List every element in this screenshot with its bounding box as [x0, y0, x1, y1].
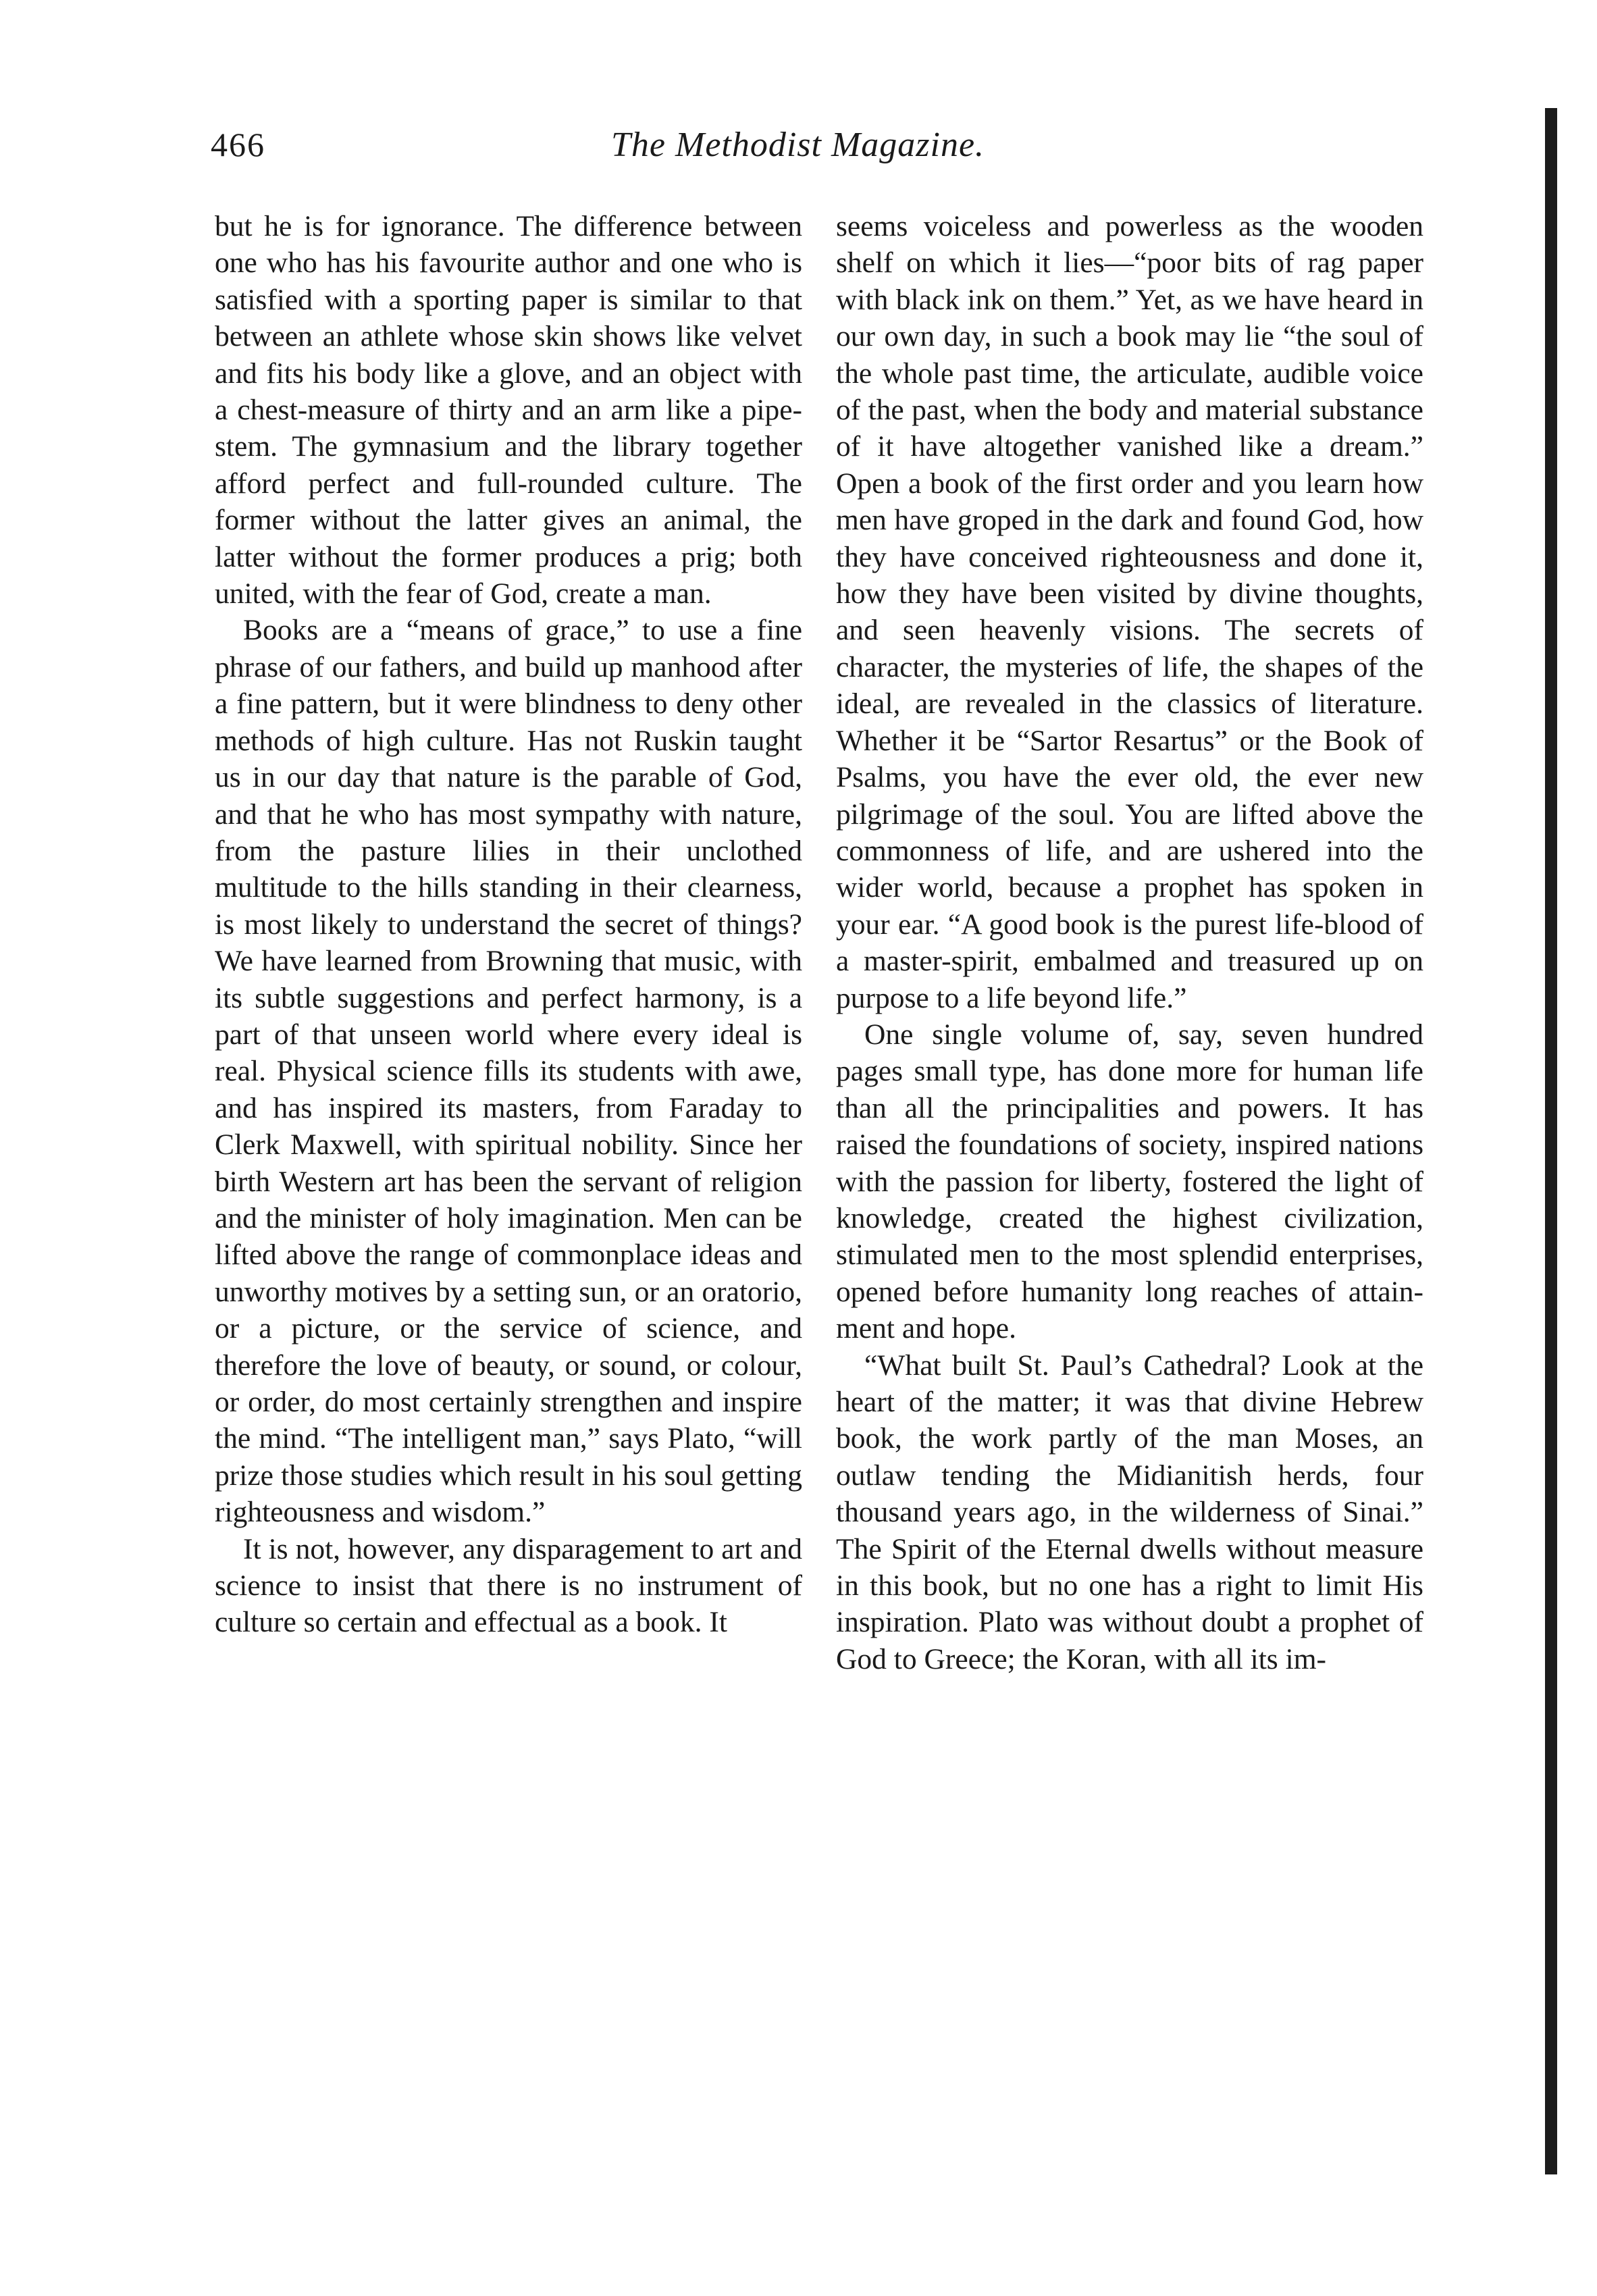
paragraph: One single volume of, say, seven hundred pages small type, has done more for human life than all the principalities and powers. It has raised the foundations of society, inspired nations with the passion for liberty, fostered the light of knowledge, created the highest civilization, stimulated men to the most splendid enterprises, opened before humanity long reaches of attainment and hope.	[836, 1018, 1423, 1345]
running-title: The Methodist Magazine.	[611, 126, 985, 164]
paragraph: “What built St. Paul’s Cathedral? Look at the heart of the matter; it was that divine Hebrew book, the work partly of the man Moses, an outlaw tending the Midianitish herds, four thousand years ago, in the wilderness of Sinai.” The Spirit of the Eternal dwells without measure in this book, but no one has a right to limit His inspiration. Plato was without doubt a prophet of God to Greece; the Koran, with all its im-	[836, 1349, 1423, 1675]
page-number: 466	[211, 126, 265, 163]
page-header	[0, 118, 1597, 179]
page-edge-shadow	[1545, 108, 1557, 2174]
paragraph: seems voiceless and powerless as the wooden shelf on which it lies—“poor bits of rag paper with black ink on them.” Yet, as we have heard in our own day, in such a book may lie “the soul of the whole past time, the articulate, audible voice of the past, when the body and material substance of it have altogether vanished like a dream.” Open a book of the first order and you learn how men have groped in the dark and found God, how they have conceived righteousness and done it, how they have been visited by divine thoughts, and seen heavenly visions. The secrets of character, the mysteries of life, the shapes of the ideal, are revealed in the classics of literature. Whether it be “Sartor Resartus” or the Book of Psalms, you have the ever old, the ever new pilgrimage of the soul. You are lifted above the commonness of life, and are ushered into the wider world, because a prophet has spoken in your ear. “A good book is the purest life-blood of a master-spirit, embalmed and treasured up on purpose to a life beyond life.”	[836, 210, 1423, 1014]
left-column	[215, 208, 802, 1641]
right-column	[836, 208, 1423, 1677]
paragraph: It is not, however, any disparagement to art and science to insist that there is no instrument of culture so certain and effectual as a book. It	[215, 1532, 802, 1639]
paragraph: but he is for ignorance. The difference between one who has his favourite author and one who is satisfied with a sporting paper is similar to that between an athlete whose skin shows like velvet and fits his body like a glove, and an object with a chest-measure of thirty and an arm like a pipe-stem. The gymnasium and the library together afford perfect and full-rounded culture. The former without the latter gives an animal, the latter without the former produces a prig; both united, with the fear of God, create a man.	[215, 210, 802, 610]
paragraph: Books are a “means of grace,” to use a fine phrase of our fathers, and build up manhood after a fine pattern, but it were blindness to deny other methods of high culture. Has not Ruskin taught us in our day that nature is the parable of God, and that he who has most sympathy with nature, from the pasture lilies in their unclothed multitude to the hills standing in their clearness, is most likely to understand the secret of things? We have learned from Browning that music, with its subtle suggestions and perfect harmony, is a part of that unseen world where every ideal is real. Physical science fills its students with awe, and has inspired its masters, from Faraday to Clerk Maxwell, with spiritual nobility. Since her birth Western art has been the servant of religion and the minister of holy imagination. Men can be lifted above the range of commonplace ideas and unworthy motives by a setting sun, or an oratorio, or a picture, or the service of science, and therefore the love of beauty, or sound, or colour, or order, do most certainly strengthen and inspire the mind. “The intelligent man,” says Plato, “will prize those studies which result in his soul getting righteousness and wisdom.”	[215, 614, 802, 1529]
